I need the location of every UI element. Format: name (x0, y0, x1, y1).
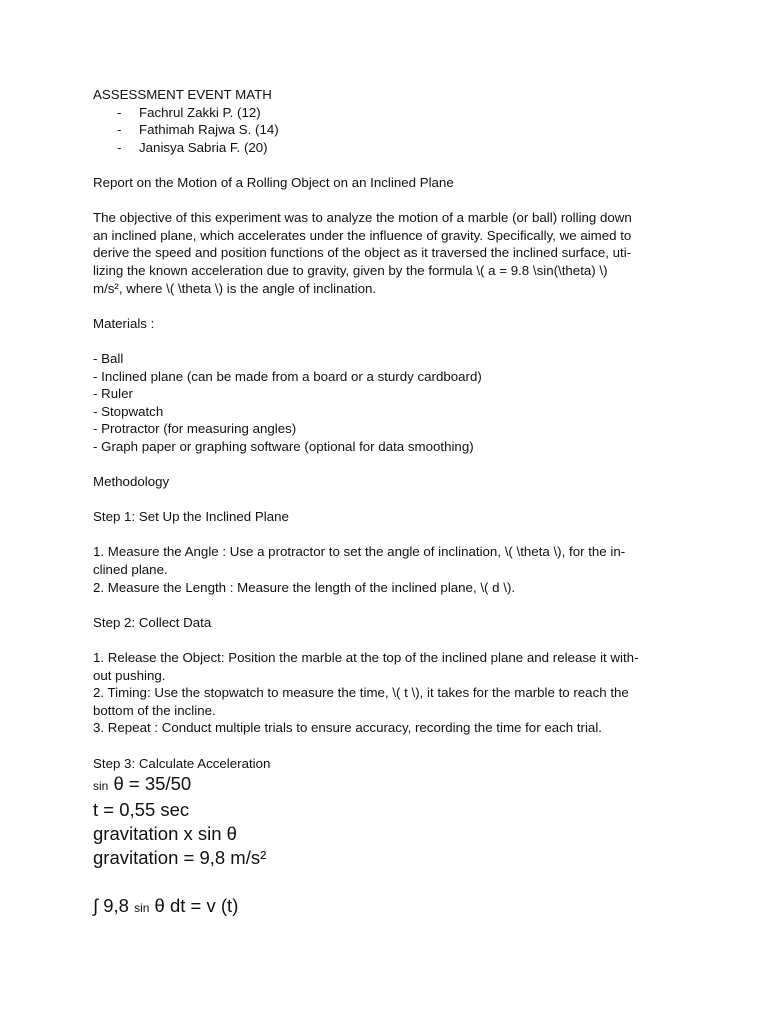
list-dash: - (117, 122, 122, 138)
author-name: Janisya Sabria F. (20) (139, 139, 268, 155)
list-item: - Stopwatch (93, 403, 164, 419)
integral-rest: θ dt = v (t) (149, 895, 239, 917)
spacer (93, 192, 693, 210)
integral-part: ∫ 9,8 (93, 895, 135, 917)
author-list (93, 104, 693, 157)
step-line: 3. Repeat : Conduct multiple trials to ensure accuracy, recording the time for each trial. (93, 720, 602, 736)
equation-text: θ = 35/50 (108, 773, 192, 795)
objective-line: The objective of this experiment was to analyze the motion of a marble (or ball) rolling down (93, 210, 632, 226)
methodology-heading: Methodology (93, 474, 170, 490)
list-item: - Inclined plane (can be made from a board or a sturdy cardboard) (93, 368, 482, 384)
step1-paragraph (93, 543, 693, 596)
spacer (93, 596, 693, 614)
document-title: ASSESSMENT EVENT MATH (93, 87, 272, 102)
step-line: clined plane. (93, 562, 168, 578)
author-item (93, 121, 693, 139)
objective-line: an inclined plane, which accelerates under the influence of gravity. Specifically, we aimed to (93, 227, 632, 243)
equation-block (93, 772, 693, 920)
spacer (93, 737, 693, 755)
step2-paragraph (93, 649, 693, 737)
equation-integral (93, 894, 693, 920)
step1-heading: Step 1: Set Up the Inclined Plane (93, 509, 289, 525)
step-line: 2. Timing: Use the stopwatch to measure the time, \( t \), it takes for the marble to reach the (93, 685, 629, 701)
equation-sin-theta (93, 772, 693, 798)
equation-spacer (93, 870, 693, 894)
author-name: Fachrul Zakki P. (12) (139, 104, 261, 120)
report-title: Report on the Motion of a Rolling Object on an Inclined Plane (93, 174, 454, 190)
materials-list (93, 350, 693, 456)
author-name: Fathimah Rajwa S. (14) (139, 122, 279, 138)
step-line: 1. Release the Object: Position the marble at the top of the inclined plane and release it with- (93, 650, 639, 665)
spacer (93, 297, 693, 315)
objective-line: m/s², where \( \theta \) is the angle of inclination. (93, 280, 377, 296)
step-line: 1. Measure the Angle : Use a protractor to set the angle of inclination, \( \theta \), for the in- (93, 544, 626, 560)
spacer (93, 332, 693, 350)
spacer (93, 526, 693, 544)
objective-paragraph (93, 209, 693, 297)
spacer (93, 631, 693, 649)
spacer (93, 491, 693, 509)
spacer (93, 156, 693, 174)
objective-line: derive the speed and position functions of the object as it traversed the inclined surface, uti- (93, 245, 632, 261)
sin-label: sin (93, 779, 109, 794)
materials-heading: Materials : (93, 315, 155, 331)
sin-label: sin (134, 901, 150, 916)
list-item: - Ruler (93, 386, 133, 402)
equation-gravitation-value: gravitation = 9,8 m/s² (93, 847, 267, 869)
list-dash: - (117, 104, 122, 120)
list-item: - Protractor (for measuring angles) (93, 421, 297, 437)
list-dash: - (117, 139, 122, 155)
objective-line: lizing the known acceleration due to gravity, given by the formula \( a = 9.8 \sin(\theta) \) (93, 262, 608, 278)
author-item (93, 104, 693, 122)
document-body (93, 86, 693, 920)
step-line: bottom of the incline. (93, 702, 216, 718)
step3-heading: Step 3: Calculate Acceleration (93, 755, 271, 771)
step-line: out pushing. (93, 667, 166, 683)
step-line: 2. Measure the Length : Measure the length of the inclined plane, \( d \). (93, 579, 516, 595)
equation-time: t = 0,55 sec (93, 799, 190, 821)
equation-gravitation-sin: gravitation x sin θ (93, 823, 237, 845)
author-item (93, 139, 693, 157)
step2-heading: Step 2: Collect Data (93, 614, 212, 630)
spacer (93, 455, 693, 473)
list-item: - Graph paper or graphing software (optional for data smoothing) (93, 438, 474, 454)
list-item: - Ball (93, 350, 124, 366)
